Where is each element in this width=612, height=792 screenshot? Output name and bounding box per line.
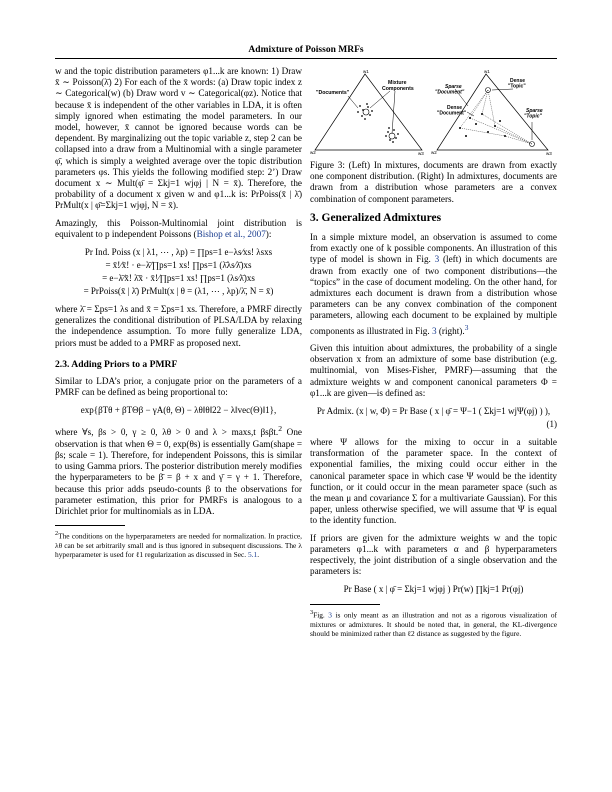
arrow-dense-topic	[492, 89, 513, 90]
label-w1-left: w1	[363, 69, 369, 74]
paragraph-pmrf-generalizes: where λ̄ = Σps=1 λs and x̄ = Σps=1 xs. Therefore, a PMRF directly generalizes the conditional distribution of PLSA/LDA by relaxing the independence assumption. To more fully generalize LDA, priors must be added to a PMRF as proposed next.	[55, 304, 302, 348]
equation-line-2: = x̄!⁄x̄! · e−λ̄⁄∏ps=1 xs! ∏ps=1 (λ̄λs⁄λ̄)xs	[105, 260, 252, 271]
paragraph-mixture-vs-admixture: In a simple mixture model, an observation is assumed to come from exactly one of k possible components. An illustration of this type of model is shown in Fig. 3 (left) in which documents are drawn from exactly one of two component distributions—the “topics” in the case of document modeling. On the other hand, for admixtures each document is drawn from a distribution whose parameters can be any convex combination of the component parameters, allowing each document to be explained by multiple components as illustrated in Fig. 3 (right).$^3$	[310, 232, 557, 336]
paragraph-prior-conditions: where ∀s, βs > 0, γ ≥ 0, λθ > 0 and λ > maxs,t βsβt.$^2$ One observation is that when Θ = 0, exp(θs) is essentially Gam(shape = βs; scale = 1). Therefore, for independent Poissons, this is similar to using Gamma priors. The posterior distribution merely modifies the hyperparameters to be β̄ = β + x and γ̄ = γ + 1. Therefore, because this prior adds pseudo-counts β to the observations for parameter estimation, this prior for PMRFs is analogous to a Dirichlet prior for multinomials as in LDA.	[55, 424, 302, 516]
label-w2-right: w2	[431, 150, 437, 155]
arrow-dense-document	[467, 112, 474, 116]
label-dense-topic: Dense "Topic"	[508, 78, 526, 90]
paragraph-poisson-multinomial: Amazingly, this Poisson-Multinomial joint distribution is equivalent to p independent Poissons (Bishop et al., 2007):	[55, 217, 302, 239]
footnote-mark-3[interactable]: 3	[464, 322, 469, 332]
footnote-rule-right	[310, 604, 380, 605]
footnote-rule	[55, 525, 125, 526]
label-documents: "Documents"	[316, 90, 350, 96]
paragraph-psi-transform: where Ψ allows for the mixing to occur in a suitable transformation of the parameter space. In the context of exponential families, the mixing could occur either in the canonical parameter space in which case Ψ would be the identity function, or it could occur in the mean parameter space (such as the mean μ and covariance Σ for a multivariate Gaussian). For this paper, unless otherwise specified, we will assume that Ψ is equal to the identity function.	[310, 436, 557, 526]
label-dense-document: Dense "Document"	[437, 105, 467, 117]
label-w1-right: w1	[484, 69, 490, 74]
label-sparse-topic: Sparse "Topic"	[524, 108, 543, 120]
equation-line-1: Pr Ind. Poiss (x | λ1, ⋯ , λp) = ∏ps=1 e−λs⁄xs! λsxs	[84, 247, 273, 258]
section-heading-3: 3. Generalized Admixtures	[310, 211, 442, 224]
paragraph-admixture-probability: Given this intuition about admixtures, the probability of a single observation x from an admixture of some base distribution (e.g. multinomial, von Mises-Fisher, PMRF)—assuming that the admixture weights w and component canonical parameters Φ = φ1...k are given—is defined as:	[310, 342, 557, 398]
paragraph-joint-distribution: If priors are given for the admixture weights w and the topic parameters φ1...k with parameters α and β hyperparameters respectively, the joint distribution of a single observation and the parameters is:	[310, 532, 557, 577]
equation-prior: exp{βTθ + βTΘβ − γA(θ, Θ) − λθ‖θ‖22 − λ‖vec(Θ)‖1},	[80, 405, 277, 416]
component-marker-1	[363, 109, 369, 115]
equation-ind-poiss	[55, 246, 302, 298]
section-heading-2-3: 2.3. Adding Priors to a PMRF	[55, 358, 178, 370]
equation-1	[310, 405, 557, 431]
figure-3	[310, 66, 557, 156]
equation-1-body: Pr Admix. (x | w, Φ) = Pr Base ( x | φ̄ = Ψ−1 ( Σkj=1 wjΨ(φj) ) ),	[316, 405, 551, 416]
figure-3-svg	[310, 66, 557, 156]
figure-link-3c[interactable]: 3	[328, 610, 332, 620]
running-header: Admixture of Poisson MRFs	[248, 45, 364, 55]
label-w3-right: w3	[546, 151, 552, 156]
header-rule	[55, 58, 557, 59]
arrow-documents	[348, 96, 358, 108]
arrow-component-2	[392, 91, 395, 134]
figure-3-caption: Figure 3: (Left) In mixtures, documents are drawn from exactly one component distribution. (Right) In admixtures, documents are drawn from a distribution whose parameters are a convex combination of component parameters.	[310, 160, 557, 204]
footnote-mark-2[interactable]: 2	[278, 424, 283, 434]
figure-link-3b[interactable]: 3	[431, 325, 437, 336]
paragraph-lda-generative: w and the topic distribution parameters φ1...k are known: 1) Draw x̄ ∼ Poisson(λ̄) 2) For each of the x̄ words: (a) Draw topic index z ∼ Categorical(w) (b) Draw word v ∼ Categorical(φz). Notice that because x̄ is independent of the other variables in LDA, it is often simply ignored when estimating the model parameters. In our model, however, x̄ cannot be ignored because words can be dependent. By marginalizing out the topic variable z, step 2 can be collapsed into a draw from a Multinomial with a single parameter φ̄, which is simply a weighted average over the topic distribution parameters φs. This yields the following modified step: 2’) Draw document x ∼ Mult(φ̄ = Σkj=1 wjφj | N = x̄). Therefore, the probability of a document x given w and φ1...k is: PrPoiss(x̄ | λ̄) PrMult(x | φ̄=Σkj=1 wjφj, N = x̄).	[55, 66, 302, 211]
label-sparse-document: Sparse "Document"	[435, 84, 465, 96]
equation-2: Pr Base ( x | φ̄ = Σkj=1 wjφj ) Pr(w) ∏kj=1 Pr(φj)	[343, 584, 524, 595]
right-scatter-points	[459, 113, 506, 137]
label-w2-left: w2	[310, 150, 316, 155]
footnote-2: $^2$The conditions on the hyperparameters are needed for normalization. In practice, λθ can be set arbitrarily small and is thus ignored in subsequent discussions. The λ hyperparameter is used for ℓ1 regularization as discussed in Sec. 5.1.	[55, 531, 302, 559]
paragraph-conjugate-prior: Similar to LDA’s prior, a conjugate prior on the parameters of a PMRF can be defined as being proportional to:	[55, 376, 302, 398]
right-column	[310, 66, 557, 638]
label-w3-left: w3	[418, 151, 424, 156]
equation-line-3: = e−λ̄⁄x̄! λ̄x̄ · x̄!⁄∏ps=1 xs! ∏ps=1 (λs⁄λ̄)xs	[102, 273, 255, 284]
citation-bishop[interactable]: Bishop et al., 2007	[196, 228, 266, 239]
equation-line-4: = PrPoiss(x̄ | λ̄) PrMult(x | θ = (λ1, ⋯ , λp)/λ̄, N = x̄)	[83, 286, 274, 297]
label-mixture-components: Mixture Components	[382, 80, 414, 92]
figure-link-3a[interactable]: 3	[434, 254, 440, 265]
footnote-3: $^3$Fig. 3 is only meant as an illustration and not as a rigorous visualization of mixtures or admixtures. It should be noted that, in general, the KL-divergence should be minimized rather than ℓ2 distance as suggested by the figure.	[310, 610, 557, 638]
equation-1-number: (1)	[546, 418, 557, 429]
left-column	[55, 66, 302, 559]
section-link-5-1[interactable]: 5.1	[247, 549, 258, 559]
